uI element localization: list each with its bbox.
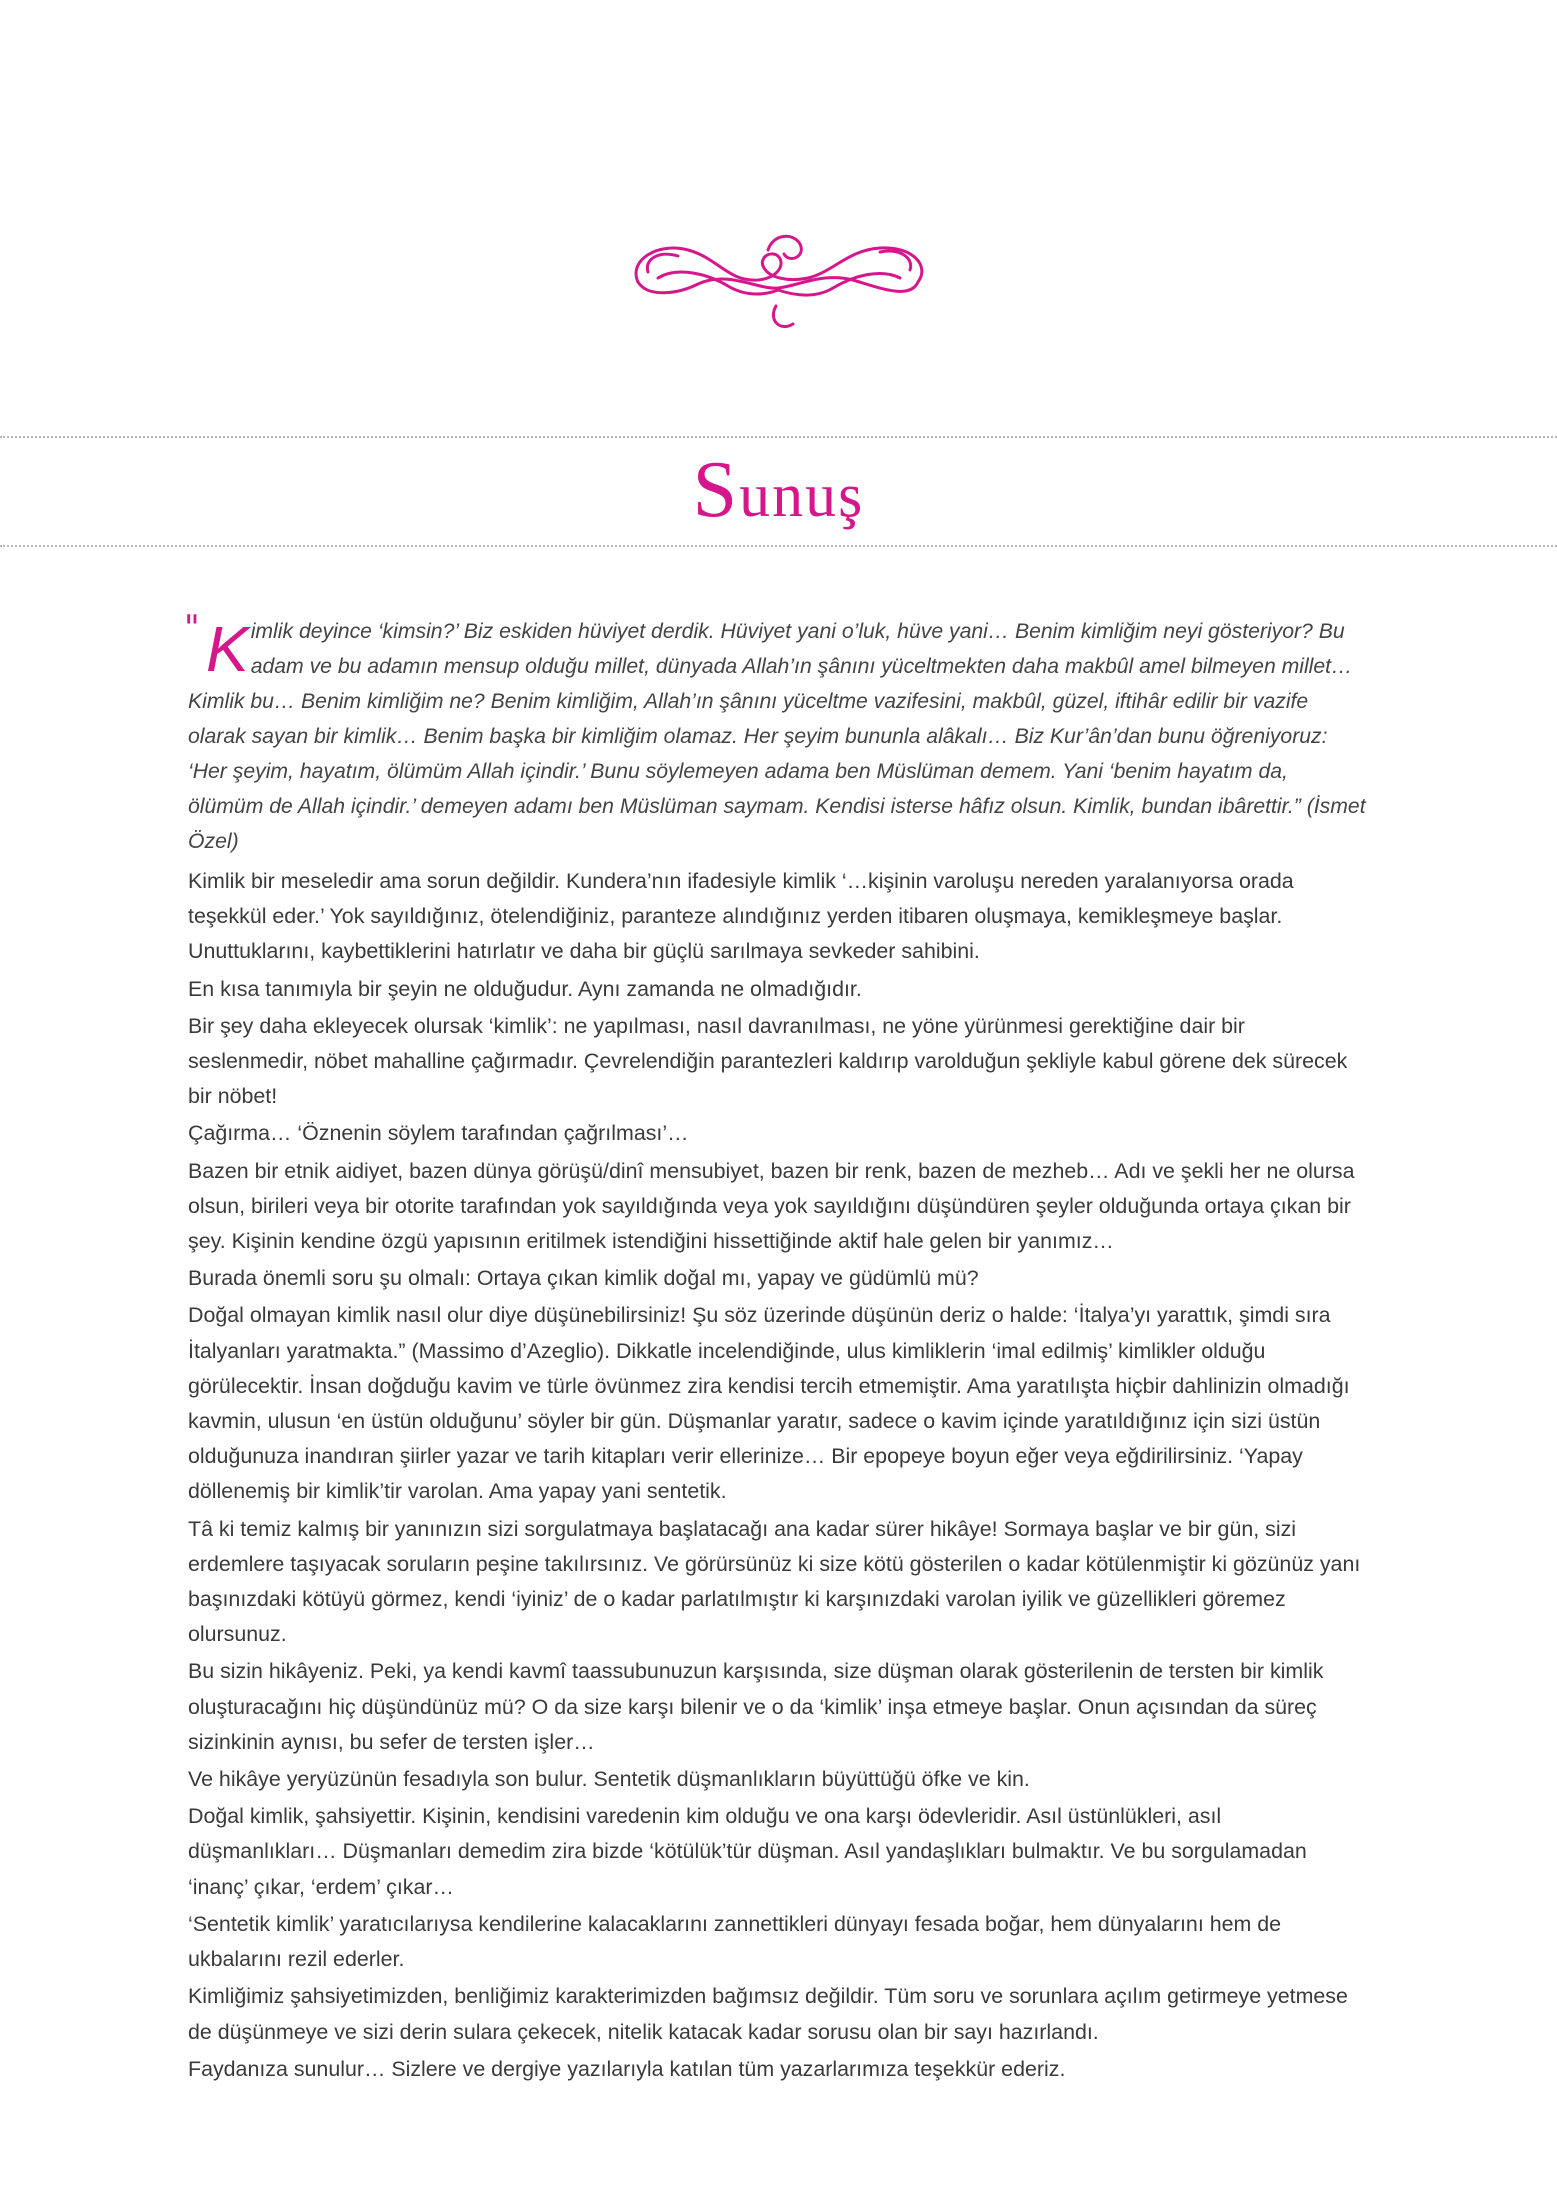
body-paragraph: Kimliğimiz şahsiyetimizden, benliğimiz karakterimizden bağımsız değildir. Tüm soru ve sorunlara açılım getirmeye yetmese de düşünmeye ve sizi derin sulara çekecek, nitelik katacak kadar sorusu olan bir sayı hazırlandı. [188, 1984, 1348, 2044]
body-paragraph: Ve hikâye yeryüzünün fesadıyla son bulur. Sentetik düşmanlıkların büyüttüğü öfke ve kin. [188, 1767, 1030, 1792]
drop-cap: K [206, 613, 249, 685]
top-dotted-rule [0, 436, 1557, 438]
body-paragraph: Burada önemli soru şu olmalı: Ortaya çıkan kimlik doğal mı, yapay ve güdümlü mü? [188, 1266, 979, 1291]
body-paragraph: Kimlik bir meseledir ama sorun değildir. Kundera’nın ifadesiyle kimlik ‘…kişinin varoluşu nereden yaralanıyorsa orada teşekkül eder.’ Yok sayıldığınız, ötelendiğiniz, paranteze alındığınız yerden itibaren oluşmaya, kemikleşmeye başlar. Unuttuklarını, kaybettiklerini hatırlatır ve daha bir güçlü sarılmaya sevkeder sahibini. [188, 869, 1294, 964]
page-title [0, 440, 1557, 546]
body-paragraph: Bu sizin hikâyeniz. Peki, ya kendi kavmî taassubunuzun karşısında, size düşman olarak gösterilenin de tersten bir kimlik oluşturacağını hiç düşündünüz mü? O da size karşı bilenir ve o da ‘kimlik’ inşa etmeye başlar. Onun açısından da süreç sizinkinin aynısı, bu sefer de tersten işler… [188, 1659, 1324, 1754]
body-paragraph: En kısa tanımıyla bir şeyin ne olduğudur. Aynı zamanda ne olmadığıdır. [188, 976, 862, 1001]
quote-text: imlik deyince ‘kimsin?’ Biz eskiden hüviyet derdik. Hüviyet yani o’luk, hüve yani… Benim kimliğim neyi gösteriyor? Bu adam ve bu adamın mensup olduğu millet, dünyada Allah’ın şânını yüceltmekten daha makbûl amel bilmeyen millet… Kimlik bu… Benim kimliğim ne? Benim kimliğim, Allah’ın şânını yüceltme vazifesini, makbûl, güzel, iftihâr edilir bir vazife olarak sayan bir kimlik… Benim başka bir kimliğim olamaz. Her şeyim bununla alâkalı… Biz Kur’ân’dan bunu öğreniyoruz: ‘Her şeyim, hayatım, ölümüm Allah içindir.’ Bunu söylemeyen adama ben Müslüman demem. Yani ‘benim hayatım da, ölümüm de Allah içindir.’ demeyen adamı ben Müslüman saymam. Kendisi isterse hâfız olsun. Kimlik, bundan ibârettir.” (İsmet Özel) [188, 620, 1366, 853]
quote-mark-icon: " [184, 608, 200, 648]
paragraph-list [188, 864, 1368, 2087]
article-body [184, 608, 1368, 2089]
body-paragraph: ‘Sentetik kimlik’ yaratıcılarıysa kendilerine kalacaklarını zannettikleri dünyayı fesada boğar, hem dünyalarını hem de ukbalarını rezil ederler. [188, 1911, 1282, 1972]
body-paragraph: Faydanıza sunulur… Sizlere ve dergiye yazılarıyla katılan tüm yazarlarımıza teşekkür ederiz. [188, 2056, 1066, 2081]
opening-quote [184, 608, 1368, 859]
flourish-ornament-icon [618, 220, 938, 340]
body-paragraph: Bazen bir etnik aidiyet, bazen dünya görüşü/dinî mensubiyet, bazen bir renk, bazen de mezheb… Adı ve şekli her ne olursa olsun, birileri veya bir otorite tarafından yok sayıldığında veya yok sayıldığını düşündüren şeyler olduğunda ortaya çıkan bir şey. Kişinin kendine özgü yapısının eritilmek istendiğini hissettiğinde aktif hale gelen bir yanımız… [188, 1158, 1355, 1254]
body-paragraph: Çağırma… ‘Öznenin söylem tarafından çağrılması’… [188, 1121, 689, 1146]
body-paragraph: Bir şey daha ekleyecek olursak ‘kimlik’: ne yapılması, nasıl davranılması, ne yöne yürünmesi gerektiğine dair bir seslenmedir, nöbet mahalline çağırmadır. Çevrelendiğin parantezleri kaldırıp varolduğun şekliyle kabul görene dek sürecek bir nöbet! [188, 1013, 1348, 1109]
title-initial: S [692, 446, 740, 534]
bottom-dotted-rule [0, 545, 1557, 547]
body-paragraph: Doğal kimlik, şahsiyettir. Kişinin, kendisini varedenin kim olduğu ve ona karşı ödevleridir. Asıl üstünlükleri, asıl düşmanlıkları… Düşmanları demedim zira bizde ‘kötülük’tür düşman. Asıl yandaşlıkları bulmaktır. Ve bu sorgulamadan ‘inanç’ çıkar, ‘erdem’ çıkar… [188, 1804, 1307, 1899]
body-paragraph: Tâ ki temiz kalmış bir yanınızın sizi sorgulatmaya başlatacağı ana kadar sürer hikâye! Sormaya başlar ve bir gün, sizi erdemlere taşıyacak soruların peşine takılırsınız. Ve görürsünüz ki size kötü gösterilen o kadar kötülenmiştir ki gözünüz yanı başınızdaki kötüyü görmez, kendi ‘iyiniz’ de o kadar parlatılmıştır ki karşınızdaki varolan iyilik ve güzellikleri göremez olursunuz. [188, 1516, 1361, 1647]
title-rest: unuş [739, 462, 865, 530]
body-paragraph: Doğal olmayan kimlik nasıl olur diye düşünebilirsiniz! Şu söz üzerinde düşünün deriz o halde: ‘İtalya’yı yarattık, şimdi sıra İtalyanları yaratmakta.” (Massimo d’Azeglio). Dikkatle incelendiğinde, ulus kimliklerin ‘imal edilmiş’ kimlikler olduğu görülecektir. İnsan doğduğu kavim ve türle övünmez zira kendisi tercih etmemiştir. Ama yaratılışta hiçbir dahlinizin olmadığı kavmin, ulusun ‘en üstün olduğunu’ söyler bir gün. Düşmanlar yaratır, sadece o kavim içinde yaratıldığınız için sizi üstün olduğunuza inandıran şiirler yazar ve tarih kitapları verir ellerinize… Bir epopeye boyun eğer veya eğdirilirsiniz. ‘Yapay döllenemiş bir kimlik’tir varolan. Ama yapay yani sentetik. [188, 1303, 1350, 1504]
